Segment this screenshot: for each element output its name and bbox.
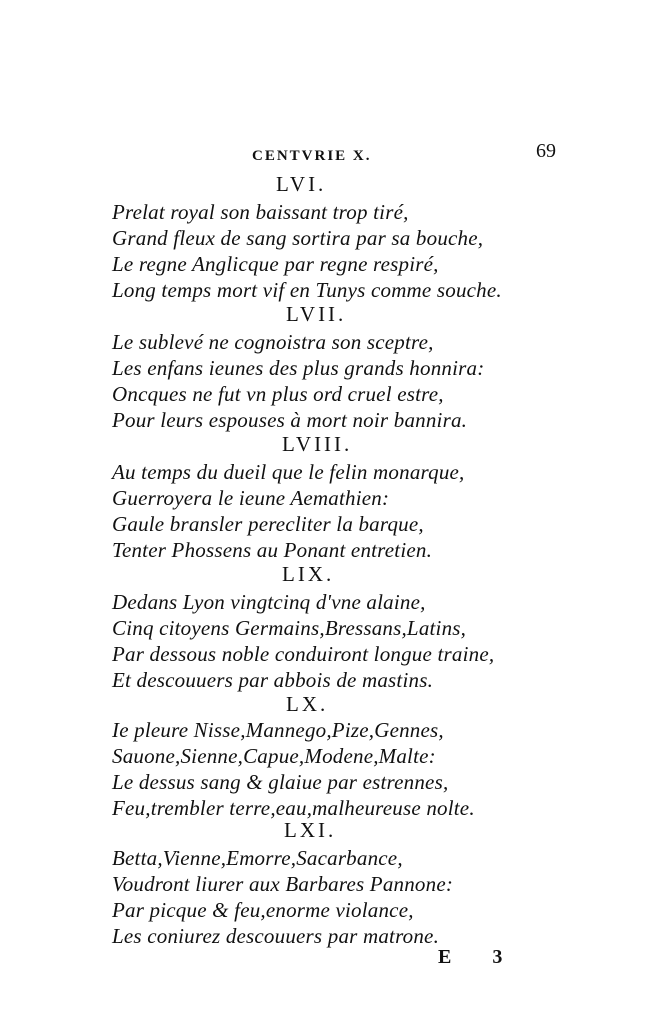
verse-line: Grand fleux de sang sortira par sa bouche, <box>112 226 484 250</box>
verse-line: Ie pleure Nisse,Mannego,Pize,Gennes, <box>112 718 444 742</box>
quatrain-number: LVI. <box>276 172 327 196</box>
verse-line: Les enfans ieunes des plus grands honnira: <box>112 356 485 380</box>
quatrain-number: LVIII. <box>282 432 353 456</box>
verse-line: Les coniurez descouuers par matrone. <box>112 924 440 948</box>
verse-line: Betta,Vienne,Emorre,Sacarbance, <box>112 846 403 870</box>
verse-line: Prelat royal son baissant trop tiré, <box>112 200 409 224</box>
verse-line: Oncques ne fut vn plus ord cruel estre, <box>112 382 444 406</box>
quatrain-number: LVII. <box>286 302 347 326</box>
verse-line: Long temps mort vif en Tunys comme souche. <box>112 278 502 302</box>
verse-line: Tenter Phossens au Ponant entretien. <box>112 538 433 562</box>
verse-line: Pour leurs espouses à mort noir bannira. <box>112 408 468 432</box>
quatrain-number: LX. <box>286 692 329 716</box>
verse-line: Le regne Anglicque par regne respiré, <box>112 252 439 276</box>
signature-mark: E 3 <box>438 946 521 968</box>
running-head: CENTVRIE X. <box>252 148 372 164</box>
verse-line: Le dessus sang & glaiue par estrennes, <box>112 770 449 794</box>
verse-line: Le sublevé ne cognoistra son sceptre, <box>112 330 434 354</box>
quatrain-number: LXI. <box>284 818 337 842</box>
verse-line: Au temps du dueil que le felin monarque, <box>112 460 465 484</box>
verse-line: Cinq citoyens Germains,Bressans,Latins, <box>112 616 467 640</box>
verse-line: Guerroyera le ieune Aemathien: <box>112 486 390 510</box>
verse-line: Gaule bransler perecliter la barque, <box>112 512 424 536</box>
page-number: 69 <box>536 140 556 162</box>
quatrain-number: LIX. <box>282 562 335 586</box>
verse-line: Par picque & feu,enorme violance, <box>112 898 414 922</box>
verse-line: Sauone,Sienne,Capue,Modene,Malte: <box>112 744 436 768</box>
verse-line: Et descouuers par abbois de mastins. <box>112 668 434 692</box>
verse-line: Voudront liurer aux Barbares Pannone: <box>112 872 454 896</box>
verse-line: Feu,trembler terre,eau,malheureuse nolte. <box>112 796 475 820</box>
verse-line: Dedans Lyon vingtcinq d'vne alaine, <box>112 590 426 614</box>
verse-line: Par dessous noble conduiront longue traine, <box>112 642 495 666</box>
